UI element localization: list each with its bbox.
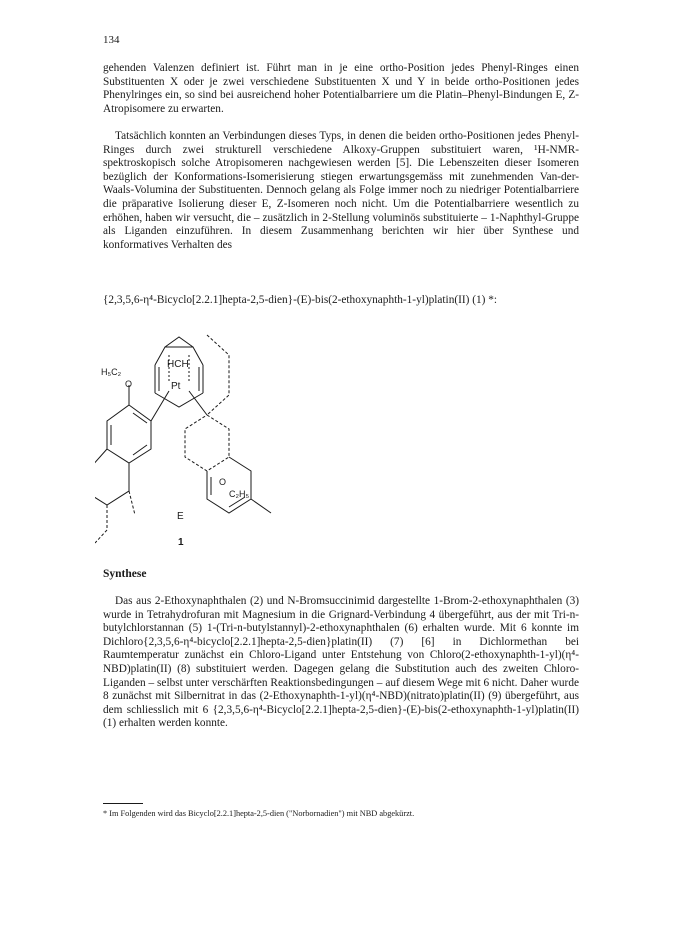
ethyl-right-label: C₂H₅ <box>229 489 250 499</box>
paragraph-synthesis: Das aus 2-Ethoxynaphthalen (2) und N-Bromsuccinimid dargestellte 1-Brom-2-ethoxynaphthalen (3) wurde in Tetrahydrofuran mit Magnesium in die Grignard-Verbindung 4 übergeführt, aus der mit Tri-n-butylchlorstannan (5) 1-(Tri-n-butylstannyl)-2-ethoxynaphthalen (6) erhalten wurde. Mit 6 konnte im Dichloro{2,3,5,6-η⁴-bicyclo[2.2.1]hepta-2,5-dien}platin(II) (7) [6] in Dichlormethan bei Raumtemperatur zunächst ein Chloro-Ligand unter Entstehung von Chloro(2-ethoxynaphth-1-yl)(η⁴-NBD)platin(II) (8) substituiert werden. Dagegen gelang die Substitution auch des zweiten Chloro-Liganden – selbst unter verschärften Reaktionsbedingungen – auf diesem Wege mit 6 nicht. Daher wurde 8 zunächst mit Silbernitrat in das (2-Ethoxynaphth-1-yl)(η⁴-NBD)(nitrato)platin(II) (9) übergeführt, aus dem schliesslich mit 6 {2,3,5,6-η⁴-Bicyclo[2.2.1]hepta-2,5-dien}-(E)-bis(2-ethoxynaphth-1-yl)platin(II) (1) erhalten werden konnte. <box>103 595 579 730</box>
pt-label: Pt <box>171 381 181 392</box>
o-right-label: O <box>219 477 227 487</box>
footnote: * Im Folgenden wird das Bicyclo[2.2.1]hepta-2,5-dien ("Norbornadien") mit NBD abgekürzt. <box>103 809 415 818</box>
paragraph-compound-name: {2,3,5,6-η⁴-Bicyclo[2.2.1]hepta-2,5-dien}-(E)-bis(2-ethoxynaphth-1-yl)platin(II) (1) *: <box>103 294 497 306</box>
isomer-label: E <box>177 511 184 522</box>
right-naphthyl <box>185 335 271 513</box>
compound-number: 1 <box>178 537 184 548</box>
page-number: 134 <box>103 34 120 46</box>
ethyl-left-label: H₅C₂ <box>101 367 122 377</box>
footnote-rule <box>103 803 143 804</box>
o-left-label: O <box>125 379 133 389</box>
norbornadiene-cage <box>155 337 203 407</box>
hch-label: HCH <box>167 359 189 370</box>
section-heading: Synthese <box>103 568 147 580</box>
paragraph-atropisomers: Tatsächlich konnten an Verbindungen dieses Typs, in denen die beiden ortho-Positionen jedes Phenyl-Ringes durch zwei strukturell verschiedene Alkoxy-Gruppen substituiert waren, ¹H-NMR-spektroskopisch solche Atropisomeren nachgewiesen werden [5]. Die Lebenszeiten dieser Isomeren bezüglich der Konformations-Isomerisierung stiegen erwartungsgemäss mit zunehmenden Van-der-Waals-Volumina der Substituenten. Dennoch gelang als Folge immer noch zu niedriger Potentialbarriere die präparative Isolierung dieser E, Z-Isomeren noch nicht. Um die Potentialbarriere wesentlich zu erhöhen, haben wir versucht, die – zusätzlich in 2-Stellung voluminös substituierte – 1-Naphthyl-Gruppe als Liganden einzuführen. In diesem Zusammenhang berichten wir hier über Synthese und konformatives Verhalten des <box>103 130 579 251</box>
structure-figure <box>95 325 295 555</box>
paragraph-intro: gehenden Valenzen definiert ist. Führt man in je eine ortho-Position jedes Phenyl-Ringes einen Substituenten X oder je zwei verschiedene Substituenten X und Y in beide ortho-Positionen jedes Phenylringes ein, so sind bei ausreichend hoher Potentialbarriere um die Platin–Phenyl-Bindungen E, Z-Atropisomere zu erwarten. <box>103 62 579 115</box>
left-naphthyl <box>95 385 169 543</box>
